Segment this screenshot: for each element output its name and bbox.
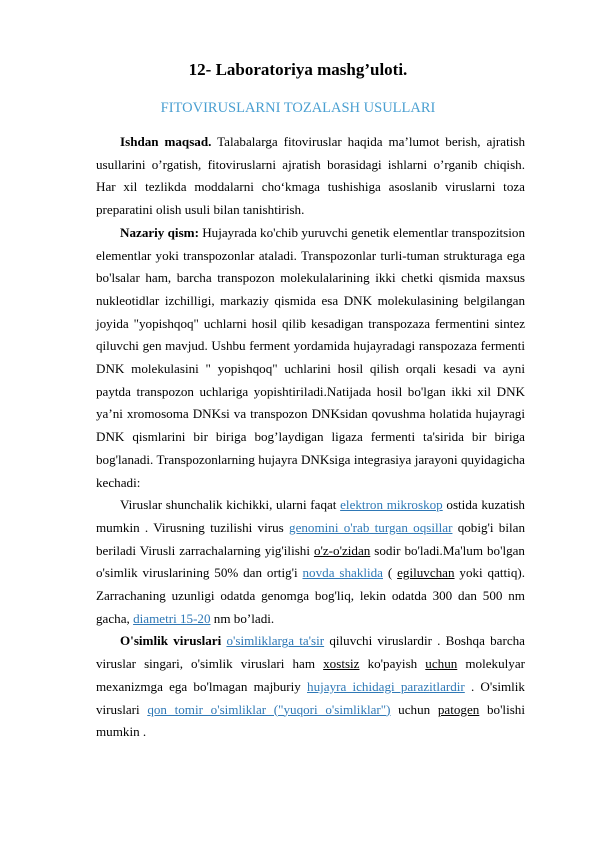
text-run: nm bo’ladi. [210,610,275,626]
link-hostless[interactable]: xostsiz [323,656,360,672]
link-flexible[interactable]: egiluvchan [397,565,455,581]
link-spontaneous[interactable]: o'z-o'zidan [313,542,371,558]
link-electron-microscope[interactable]: elektron mikroskop [340,497,443,513]
text-run: molekulyar mexanizmga ega bo'lmagan majburiy [96,656,526,694]
paragraph-plant-viruses [96,630,525,744]
text-run: uchun [390,701,438,717]
text-run: ko'payish [359,656,426,672]
text-run: qobig'i bilan beriladi Virusli zarrachalarning yig'ilishi [96,519,525,558]
text-run: ostida kuzatish mumkin . Virusning tuzilishi virus [96,497,525,535]
paragraph-purpose [96,131,525,222]
paragraph-theory [96,222,525,494]
text-run: ( [383,565,398,581]
link-vascular-plants[interactable]: qon tomir o'simliklar ("yuqori o'simliklar") [147,701,391,717]
purpose-label: Ishdan maqsad. [120,134,212,149]
paragraph-viruses [96,494,525,630]
link-rod-shaped[interactable]: novda shaklida [302,565,383,581]
theory-text: Hujayrada ko'chib yuruvchi genetik elementlar transpozitsion elementlar yoki transpozonlar ataladi. Transpozonlar turli-tuman strukturaga ega bo'lsalar ham, barcha transpozon molekulalarining ikki chetki qismida maxsus nukleotidlar izchilligi, markaziy qismida esa DNK molekulasining belgilangan joyida "yopishqoq" uchlarni hosil qilib kesadigan transpozaza fermentini sintez qiluvchi gen mavjud. Ushbu ferment yordamida hujayradagi ranspozaza fermenti DNK molekulasini " yopishqoq" uchlarini hosil qilish orqali kesadi va ayni paytda transpozon uchlariga yopishtiriladi.Natijada hosil bo'lgan ikki xil DNK ya’ni xromosoma DNKsi va transpozon DNKsidan qovushma holatida hujayragi DNK qismlarini bir biriga bog’laydigan ligaza fermenti ta'sirida bir biriga bog'lanadi. Transpozonlarning hujayra DNKsiga integrasiya jarayoni quyidagicha kechadi: [96,224,525,490]
link-diameter[interactable]: diametri 15-20 [133,610,211,626]
theory-label: Nazariy qism: [120,224,199,240]
text-run: Viruslar shunchalik kichikki, ularni faqat [120,497,341,513]
text-run: sodir bo'ladi.Ma'lum bo'lgan o'simlik viruslarining 50% dan ortig'i [96,542,525,581]
link-genome-proteins[interactable]: genomini o'rab turgan oqsillar [289,519,453,535]
section-heading: FITOVIRUSLARNI TOZALASH USULLARI [160,100,436,116]
plant-viruses-label: O'simlik viruslari [120,633,222,649]
link-for[interactable]: uchun [425,656,458,672]
document-body [96,131,525,744]
link-intracellular-parasites[interactable]: hujayra ichidagi parazitlardir [307,678,465,694]
link-plant-effect[interactable]: o'simliklarga ta'sir [226,633,325,649]
text-run: qiluvchi viruslardir . Boshqa barcha viruslar singari, o'simlik viruslari ham [96,633,525,672]
link-pathogen[interactable]: patogen [437,701,480,717]
text-run: yoki qattiq). Zarrachaning uzunligi odatda genomga bog'liq, lekin odatda 300 dan 500 nm gacha, [96,565,525,626]
text-run: . O'simlik viruslari [96,678,525,717]
text-run: bo'lishi mumkin . [96,701,525,740]
purpose-text: Talabalarga fitoviruslar haqida ma’lumot berish, ajratish usullarini o’rgatish, fitoviruslarni ajratish borasidagi ishlarni o’rganib chiqish. Har xil tezlikda moddalarni cho‘kmaga tushishiga asoslanib viruslarni toza preparatini olish usuli bilan tanishtirish. [96,134,525,218]
page-title: 12- Laboratoriya mashg’uloti. [188,60,408,79]
